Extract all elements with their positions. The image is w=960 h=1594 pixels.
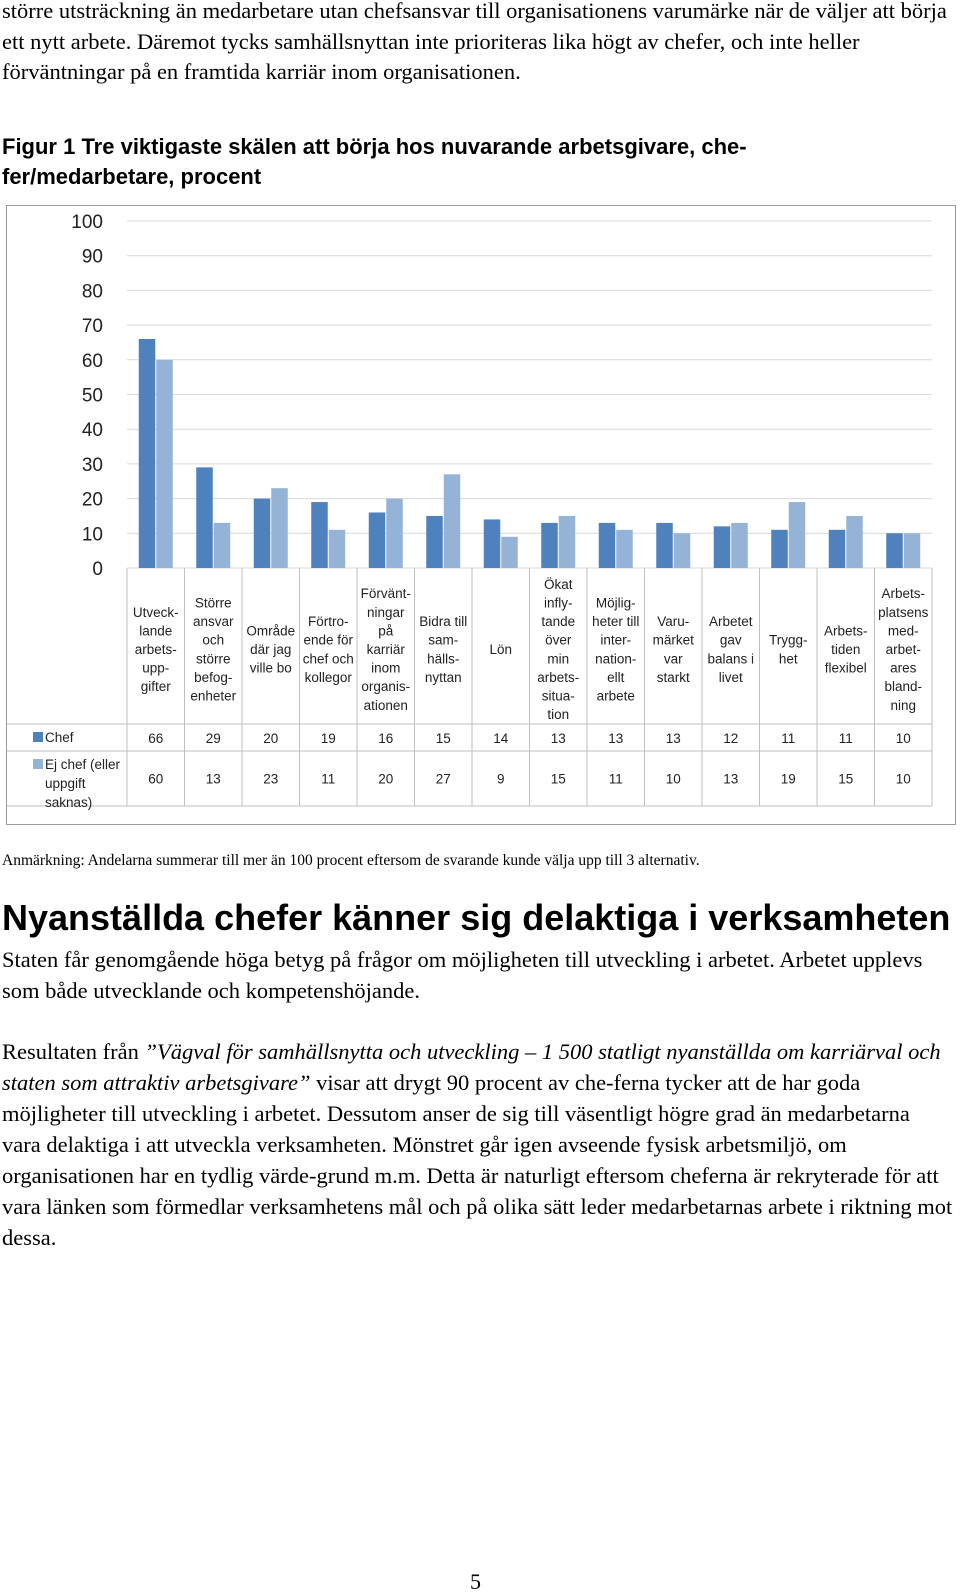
bar-chef bbox=[311, 502, 328, 568]
category-label: Område där jag ville bo bbox=[246, 623, 296, 676]
data-value: 29 bbox=[205, 731, 221, 746]
chart-frame bbox=[6, 205, 956, 825]
figure-title: Figur 1 Tre viktigaste skälen att börja hos nuvarande arbetsgivare, che-fer/medarbetare, procent bbox=[2, 134, 747, 189]
bar-chef bbox=[541, 523, 558, 568]
category-label: Förvänt-ningar på karriär inom organis-ationen bbox=[360, 586, 411, 713]
category-label: Bidra till sam-hälls-nyttan bbox=[419, 614, 468, 685]
data-value: 11 bbox=[838, 731, 853, 746]
report-title: ”Vägval för samhällsnytta och utveckling – 1 500 statligt nyanställda om karriärval och staten som attraktiv arbetsgivare” bbox=[2, 1039, 941, 1095]
category-label: Trygg-het bbox=[768, 632, 808, 667]
y-tick-label: 50 bbox=[81, 385, 103, 407]
data-value: 15 bbox=[550, 771, 566, 787]
legend-label: Ej chef (eller uppgift saknas) bbox=[45, 757, 121, 810]
bar-chef bbox=[599, 523, 616, 568]
data-value: 20 bbox=[378, 771, 394, 787]
bar-ej-chef bbox=[156, 360, 173, 568]
y-tick-label: 90 bbox=[81, 246, 103, 268]
y-tick-label: 100 bbox=[71, 212, 103, 233]
bar-ej-chef bbox=[731, 523, 748, 568]
y-tick-label: 30 bbox=[81, 454, 103, 476]
data-value: 27 bbox=[435, 771, 451, 787]
bar-chef bbox=[714, 526, 731, 568]
paragraph-2-end: visar att drygt 90 procent av che-ferna tycker att de har goda möjligheter till utveckling i arbetet. Dessutom anser de sig till väsentligt högre grad än medarbetarna vara delaktiga i att utveckla verksamheten. Mönstret går igen avseende fysisk arbetsmiljö, om organisationen har en tydlig värde-grund m.m. Detta är naturligt eftersom cheferna är rekryterade för att vara länken som förmedlar verksamhetens mål och på olika sätt leder medarbetarnas arbete i riktning mot dessa. bbox=[2, 1070, 953, 1250]
data-value: 15 bbox=[435, 731, 451, 746]
y-tick-label: 20 bbox=[81, 489, 103, 511]
bar-chef bbox=[656, 523, 673, 568]
bar-ej-chef bbox=[271, 488, 288, 568]
data-value: 10 bbox=[895, 731, 911, 746]
y-tick-label: 70 bbox=[81, 316, 103, 338]
bar-ej-chef bbox=[329, 530, 346, 568]
data-value: 14 bbox=[493, 731, 509, 746]
paragraph-2-start: Resultaten från bbox=[2, 1039, 145, 1064]
y-tick-label: 60 bbox=[81, 350, 103, 372]
data-value: 11 bbox=[321, 771, 336, 787]
category-label: Arbets-platsens med-arbet-ares bland-ning bbox=[878, 586, 929, 713]
intro-paragraph: större utsträckning än medarbetare utan chefsansvar till organisationens varumärke när de väljer att börja ett nytt arbete. Däremot tycks samhällsnyttan inte prioriteras lika högt av chefer, och inte heller förväntningar på en framtida karriär inom organisationen. bbox=[2, 0, 947, 84]
data-value: 9 bbox=[496, 771, 505, 787]
data-value: 12 bbox=[723, 731, 739, 746]
data-value: 16 bbox=[378, 731, 394, 746]
category-label: Möjlig-heter till inter-nation-ellt arbete bbox=[592, 595, 640, 704]
data-value: 19 bbox=[780, 771, 796, 787]
data-value: 66 bbox=[148, 731, 164, 746]
paragraph-2 bbox=[2, 1036, 954, 1253]
bar-chef bbox=[196, 467, 213, 568]
category-label: Förtro-ende för chef och kollegor bbox=[302, 614, 354, 685]
bar-ej-chef bbox=[789, 502, 806, 568]
data-value: 13 bbox=[665, 731, 681, 746]
data-value: 13 bbox=[550, 731, 566, 746]
bar-ej-chef bbox=[386, 499, 403, 568]
data-value: 13 bbox=[608, 731, 624, 746]
bar-chef bbox=[426, 516, 443, 568]
category-label: Arbets-tiden flexibel bbox=[823, 623, 868, 676]
data-value: 10 bbox=[665, 771, 681, 787]
data-value: 10 bbox=[895, 771, 911, 787]
bar-ej-chef bbox=[559, 516, 576, 568]
bar-ej-chef bbox=[444, 474, 461, 568]
bar-chef bbox=[771, 530, 788, 568]
data-value: 20 bbox=[263, 731, 279, 746]
bar-ej-chef bbox=[904, 533, 921, 568]
bar-ej-chef bbox=[214, 523, 231, 568]
bar-chef bbox=[886, 533, 903, 568]
category-label: Ökat infly-tande över min arbets-situa-tion bbox=[537, 576, 580, 723]
data-value: 15 bbox=[838, 771, 854, 787]
bar-chef bbox=[369, 512, 386, 568]
category-label: Utveck-lande arbets-upp-gifter bbox=[132, 604, 179, 695]
bar-chef bbox=[139, 339, 156, 568]
bar-chart bbox=[7, 206, 955, 824]
data-value: 19 bbox=[320, 731, 336, 746]
bar-chef bbox=[484, 519, 501, 568]
y-tick-label: 80 bbox=[81, 281, 103, 303]
legend-key-ej-chef bbox=[33, 759, 43, 769]
paragraph-1: Staten får genomgående höga betyg på frågor om möjligheten till utveckling i arbetet. Arbetet upplevs som både utvecklande och kompetenshöjande. bbox=[2, 947, 923, 1003]
data-value: 13 bbox=[205, 771, 221, 787]
category-label: Lön bbox=[489, 642, 513, 657]
bar-chef bbox=[829, 530, 846, 568]
data-value: 13 bbox=[723, 771, 739, 787]
bar-chef bbox=[254, 499, 271, 568]
category-label: Större ansvar och större befog-enheter bbox=[190, 595, 237, 704]
y-tick-label: 10 bbox=[81, 524, 103, 546]
page-number: 5 bbox=[470, 1569, 481, 1594]
legend-label: Chef bbox=[45, 730, 74, 745]
bar-ej-chef bbox=[674, 533, 691, 568]
category-label: Varu-märket var starkt bbox=[652, 614, 694, 685]
bar-ej-chef bbox=[501, 537, 518, 568]
category-label: Arbetet gav balans i livet bbox=[707, 614, 755, 685]
y-tick-label: 0 bbox=[92, 559, 103, 580]
chart-note: Anmärkning: Andelarna summerar till mer än 100 procent eftersom de svarande kunde välja upp till 3 alternativ. bbox=[2, 852, 700, 869]
y-tick-label: 40 bbox=[81, 420, 103, 442]
section-heading: Nyanställda chefer känner sig delaktiga i verksamheten bbox=[2, 897, 951, 938]
legend-key-chef bbox=[33, 732, 43, 742]
data-value: 23 bbox=[263, 771, 279, 787]
data-value: 11 bbox=[781, 731, 796, 746]
data-value: 60 bbox=[148, 771, 164, 787]
data-value: 11 bbox=[608, 771, 623, 787]
bar-ej-chef bbox=[616, 530, 633, 568]
bar-ej-chef bbox=[846, 516, 863, 568]
